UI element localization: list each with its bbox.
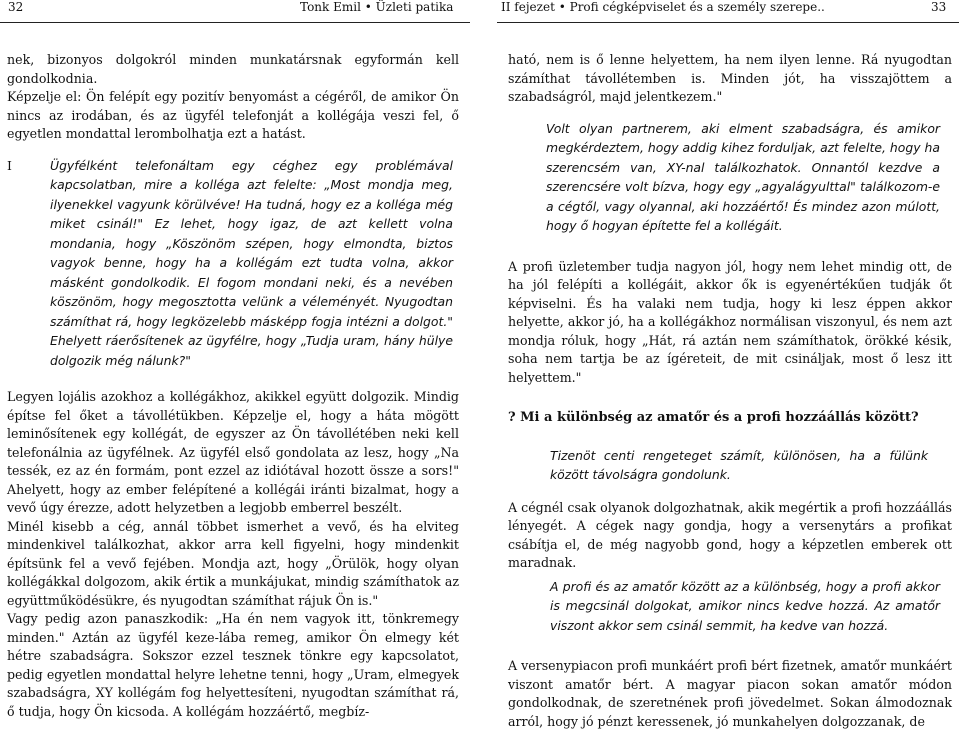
left-quote-block (7, 156, 459, 371)
right-quote-1: Volt olyan partnerem, aki elment szabadságra, és amikor megkérdeztem, hogy addig kihez forduljak, azt felelte, hogy ha szerencsém van, XY-nal találkozhatok. Onnantól kezdve a szerencsére volt bízva, hogy egy „agyalágyulttal" találkozom-e a cégtől, vagy olyannal, aki hozzáértő! És mindez azon múlott, hogy ő hogyan építette fel a kollégáit. (546, 120, 940, 233)
left-paragraph-1: nek, bizonyos dolgokról minden munkatársnak egyformán kell gondolkodnia. (7, 52, 459, 86)
left-quote-text: Ügyfélként telefonáltam egy céghez egy problémával kapcsolatban, mire a kolléga azt felelte: „Most mondja meg, ilyenekkel vagyunk körülvéve! Ha tudná, hogy ez a kolléga még miket csinál!" Ez lehet, hogy igaz, de azt kellett volna mondania, hogy „Köszönöm szépen, hogy elmondta, biztos vagyok benne, hogy ha a kollégám ezt tudta volna, akkor másként gondolkodik. El fogom mondani neki, és a nevében köszönöm, hogy megosztotta velünk a véleményét. Nyugodtan számíthat rá, hogy legközelebb másképp fogja intézni a dolgot." Ehelyett ráerősítenek az ügyfélre, hogy „Tudja uram, hány hülye dolgozik még nálunk?" (50, 157, 453, 368)
right-paragraph-3: A cégnél csak olyanok dolgozhatnak, akik megértik a profi hozzáállás lényegét. A cégek nagy gondja, hogy a versenytárs a profikat csábítja el, de még nagyobb gond, hogy a képzetlen emberek ott maradnak. (508, 499, 952, 570)
right-running-title: II fejezet • Profi cégképviselet és a személy szerepe.. (501, 0, 825, 14)
left-page-body (7, 51, 459, 721)
right-header-rule (497, 22, 959, 23)
right-page-body (508, 51, 952, 731)
left-running-title: Tonk Emil • Üzleti patika (300, 0, 454, 14)
left-page-number: 32 (8, 0, 24, 14)
left-paragraph-3: Legyen lojális azokhoz a kollégákhoz, akikkel együtt dolgozik. Mindig építse fel őket a távollétükben. Képzelje el, hogy a háta mögött leminősítenek egy kollégát, de egyszer az Ön távollétében neki kell telefonálnia az ügyfélnek. Az ügyfél első gondolata az lesz, hogy „Na tessék, ez az én formám, pont ezzel az idiótával hozott össze a sors!" Ahelyett, hogy az ember felépítené a kollégái iránti bizalmat, hogy a vevő úgy érezze, adott helyzetben a legjobb emberrel beszélt. (7, 389, 459, 515)
right-quote-2: Tizenöt centi rengeteget számít, különösen, ha a fülünk között távolságra gondolunk. (550, 447, 928, 482)
section-heading: ? Mi a különbség az amatőr és a profi hozzáállás között? (508, 410, 919, 425)
right-page-number: 33 (931, 0, 947, 14)
left-paragraph-5: Vagy pedig azon panaszkodik: „Ha én nem vagyok itt, tönkremegy minden." Aztán az ügyfél keze-lába remeg, amikor Ön elmegy két hétre szabadságra. Sokszor ezzel tesznek tönkre egy kapcsolatot, pedig egyetlen mondattal helyre lehetne tenni, hogy „Uram, elmegyek szabadságra, XY kollégám fog helyettesíteni, nyugodtan számíthat rá, ő tudja, hogy Ön kicsoda. A kollégám hozzáértő, megbíz- (7, 611, 459, 719)
left-page-header (0, 0, 470, 22)
right-quote-3: A profi és az amatőr között az a különbség, hogy a profi akkor is megcsinál dolgokat, amikor nincs kedve hozzá. Az amatőr viszont akkor sem csinál semmit, ha kedve van hozzá. (550, 578, 940, 633)
right-paragraph-4: A versenypiacon profi munkáért profi bért fizetnek, amatőr munkáért viszont amatőr bért. A magyar piacon sokan amatőr módon gondolkodnak, de szeretnének profi jövedelmet. Sokan álmodoznak arról, hogy jó pénzt keressenek, jó munkahelyen dolgozzanak, de (508, 658, 952, 729)
right-page-header (497, 0, 959, 22)
left-paragraph-4: Minél kisebb a cég, annál többet ismerhet a vevő, és ha elviteg mindenkivel találkozhat, akkor arra kell figyelni, hogy mindenkit építsünk fel a vevő fejében. Mondja azt, hogy „Örülök, hogy olyan kollégákkal dolgozom, akik értik a munkájukat, mindig számíthatok az együttműködésükre, és nyugodtan számíthat rájuk Ön is." (7, 518, 459, 608)
left-paragraph-2: Képzelje el: Ön felépít egy pozitív benyomást a cégéről, de amikor Ön nincs az irodában, és az ügyfél telefonját a kollégája veszi fel, ő egyetlen mondattal lerombolhatja ezt a hatást. (7, 89, 459, 141)
left-header-rule (0, 22, 470, 23)
quote-marker: I (7, 157, 12, 173)
right-paragraph-1: ható, nem is ő lenne helyettem, ha nem ilyen lenne. Rá nyugodtan számíthat távollétemben is. Minden jót, ha visszajöttem a szabadságról, majd jelentkezem." (508, 52, 952, 104)
right-paragraph-2: A profi üzletember tudja nagyon jól, hogy nem lehet mindig ott, de ha jól felépíti a kollégáit, akkor ők is egyenértékűen tudják őt képviselni. És ha valaki nem tudja, hogy ki lesz éppen akkor helyette, akkor jó, ha a kollégákhoz normálisan viszonyul, és nem azt mondja róluk, hogy „Hát, rá aztán nem számíthatok, örökké késik, soha nem tartja be az ígéreteit, de mit csináljak, most ő lesz itt helyettem." (508, 258, 952, 385)
